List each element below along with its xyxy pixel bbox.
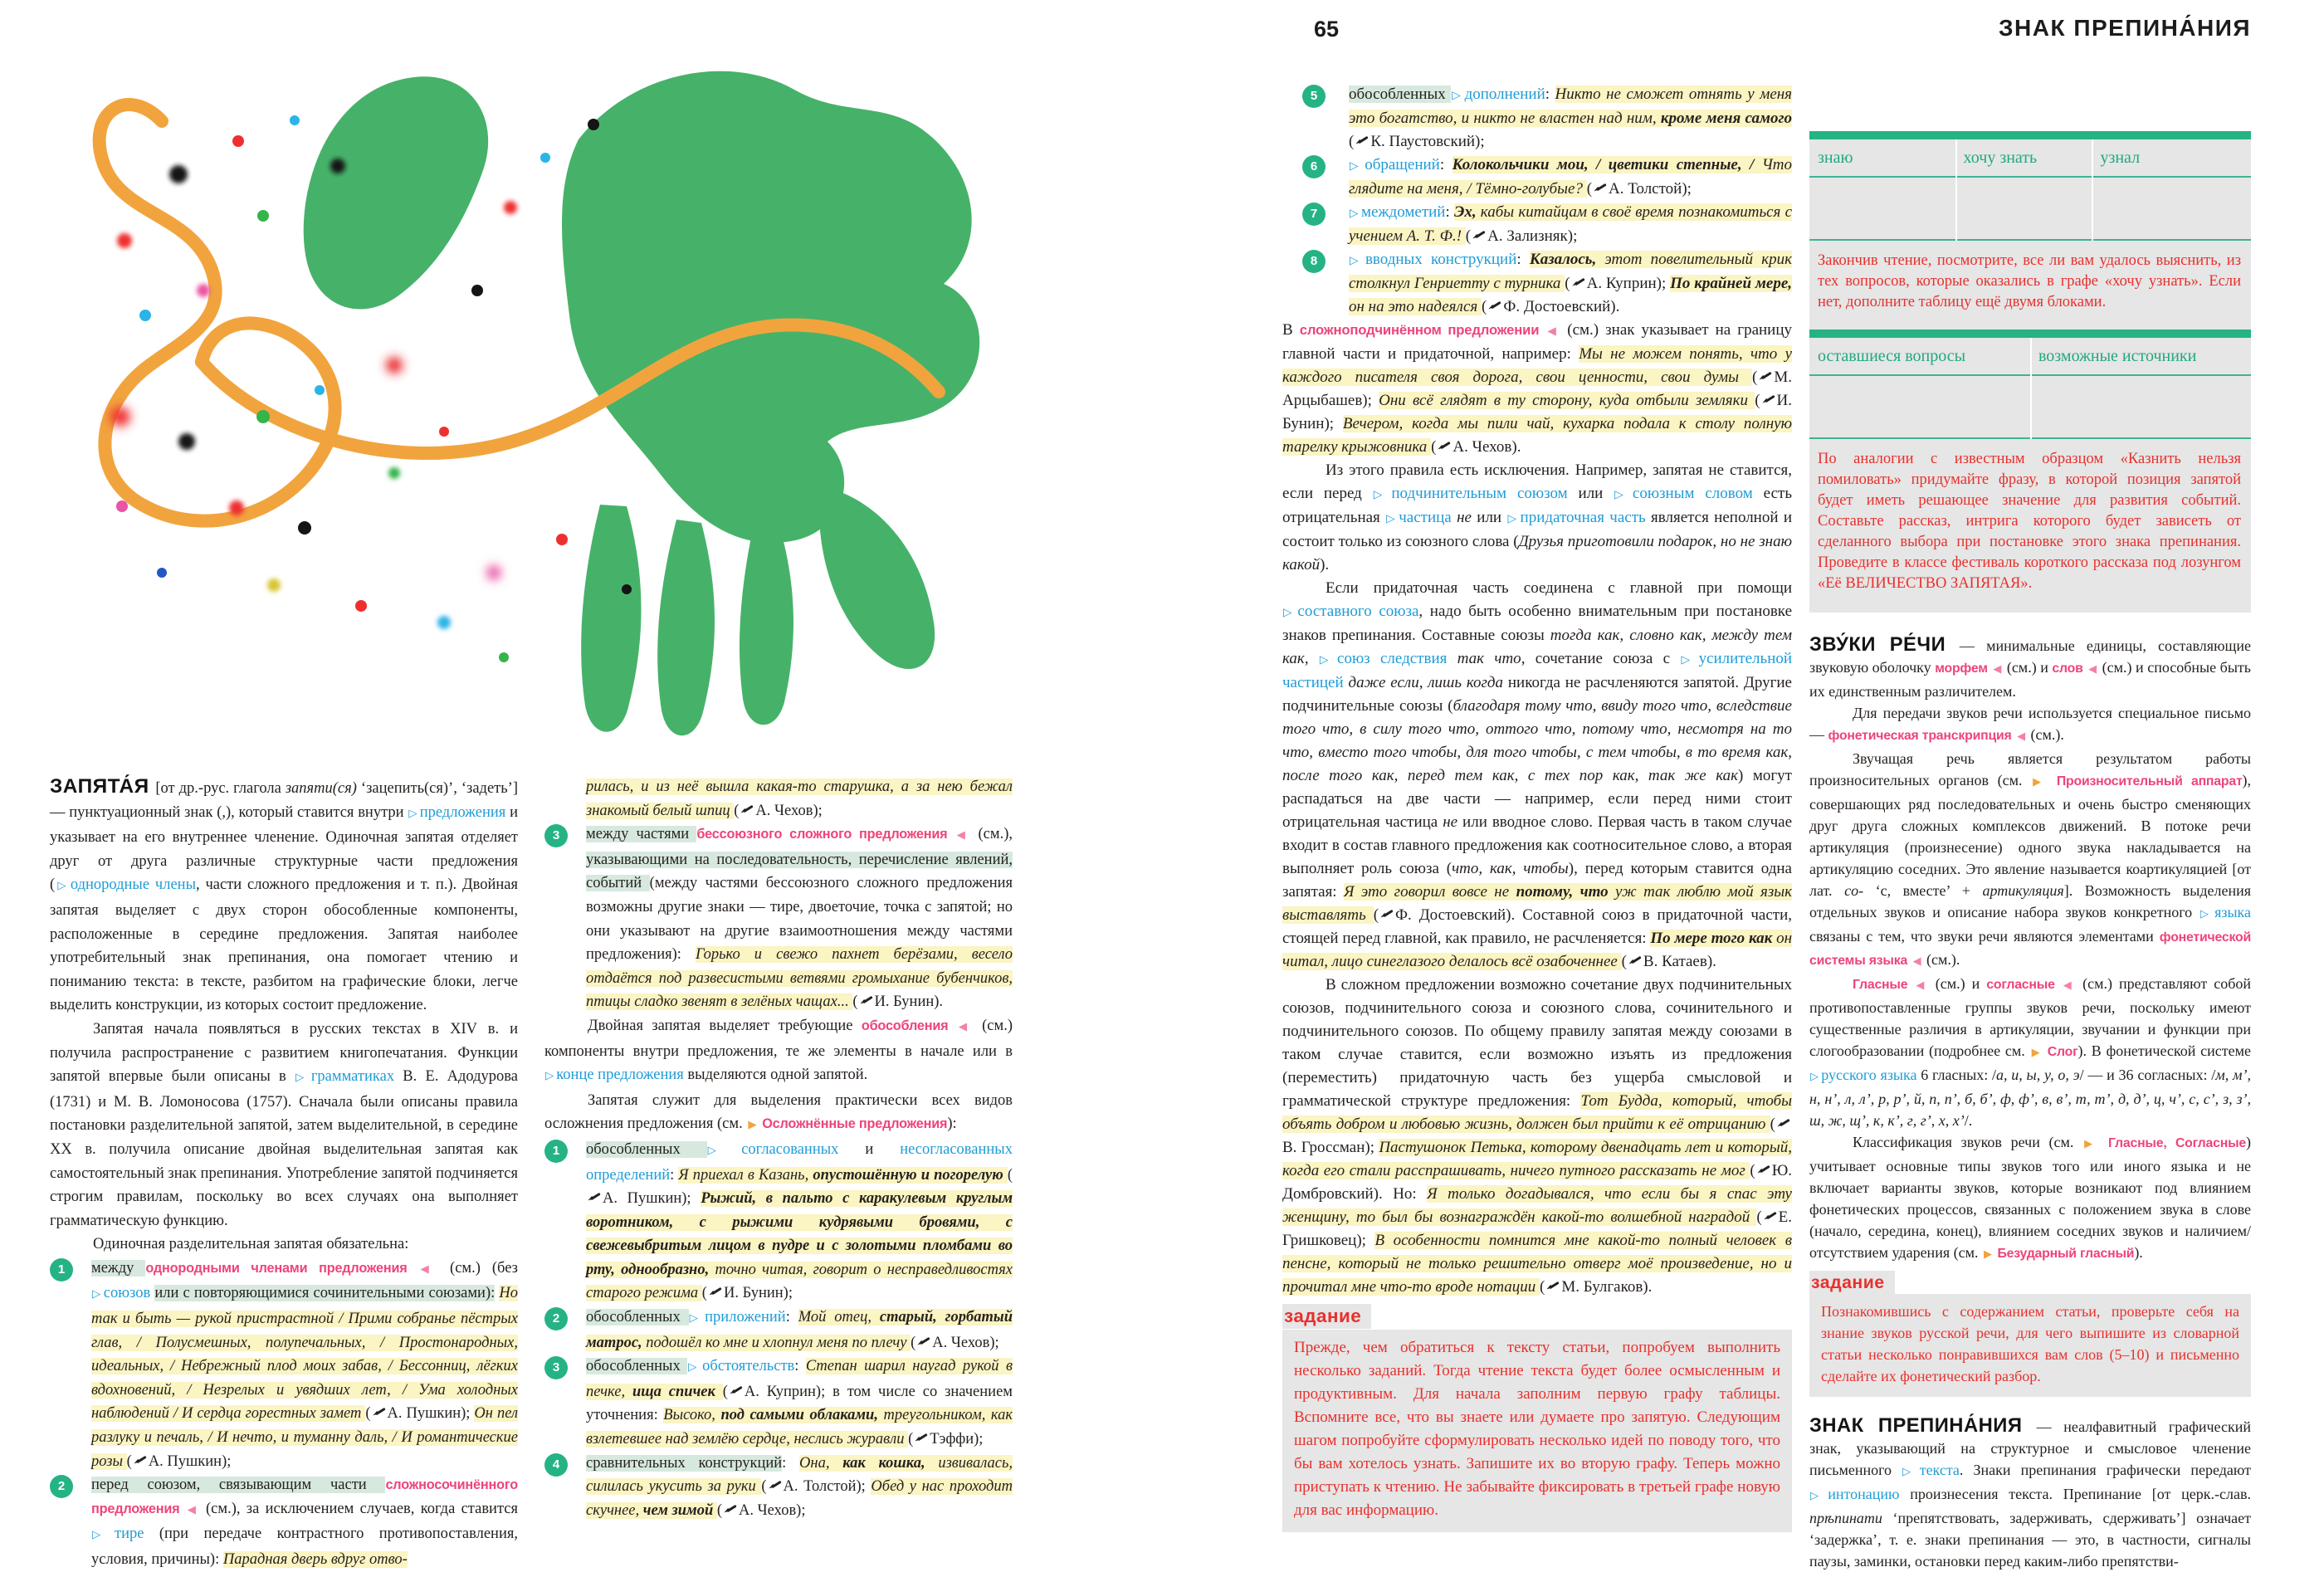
list-item: 2 обособленных ▷ приложений: Мой отец, старый, горбатый матрос, подошёл ко мне и хлопнул меня по плечу ( А. Чехов); [544,1306,1013,1355]
cross-ref-triangle-icon: ▷ [1614,488,1630,501]
paragraph: ЗВУ́КИ РЕ́ЧИ — минимальные единицы, составляющие звуковую оболочку морфем ◀ (см.) и слов ◀ (см.) и способные быть их единственным различителем. [1809,633,2251,700]
pen-author-icon [1379,908,1394,920]
pen-author-icon [1758,370,1772,383]
kwl-table [1809,131,2251,241]
pen-author-icon [708,1286,722,1298]
item-number-badge: 7 [1302,203,1326,226]
paragraph: Звучащая речь является результатом работы произносительных органов (см. ▶ Произносительный аппарат), совершающих ряд последовательных и очень быстро сменяющих друг друга сложных комплексов движений. В потоке речи артикуляция (произнесение) одного звука накладывается на артикуляцию соседних. Это явление называется коартикуляцией [от лат. co- ‘с, вместе’ + артикуляция]. Возможность выделения отдельных звуков и описание набора звуков конкретного ▷ языка связаны с тем, что звуки речи являются элементами фонетической системы языка ◀ (см.). [1809,750,2252,968]
left-page-column-2 [544,775,1013,1519]
paragraph: Классификация звуков речи (см. ▶ Гласные, Согласные) учитывает основные типы звуков того или иного языка и не включает варианты звуков, которые возникают под влиянием фонетических процессов, связанных с положением звука в слове (начало, середина, конец), влиянием соседних звуков и наличием/отсутствием ударения (см. ▶ Безударный гласный). [1809,1134,2251,1261]
cross-ref-triangle-icon: ▷ [1452,89,1462,102]
see-also-arrow-icon: ▶ [1983,1248,1992,1261]
col-possible-sources: возможные источники [2038,347,2197,365]
list-item: 4 сравнительных конструкций: Она, как кошка, извивалась, силилась укусить за руки ( А. Толстой); Обед у нас проходит скучнее, чем зимой ( А. Чехов); [544,1452,1013,1523]
pen-author-icon [1487,300,1501,312]
list-item: 8 ▷ вводных конструкций: Казалось, этот повелительный крик столкнул Генриетту с турника ( А. Куприн); По крайней мере, он на это надеялся ( Ф. Достоевский). [1282,248,1792,319]
see-ref-arrow-icon: ◀ [1547,325,1560,338]
see-also-arrow-icon: ▶ [2033,776,2047,788]
list-item: 2 перед союзом, связывающим части сложносочинённого предложения ◀ (см.), за исключением случаев, когда ставится ▷ тире (при передаче контрастного противопоставления, условия, причины): Парадная дверь вдруг отво- [50,1473,518,1571]
item-number-badge: 2 [50,1475,73,1498]
cross-ref-triangle-icon: ▷ [689,1312,703,1325]
item-number-badge: 1 [544,1140,568,1163]
item-number-badge: 1 [50,1258,73,1282]
table-instruction: Закончив чтение, посмотрите, все ли вам удалось выяснить, из тех вопросов, которые оказались в графе «хочу узнать». Если нет, дополните таблицу ещё двумя блоками. [1818,252,2241,310]
paragraph: Двойная запятая выделяет требующие обособления ◀ (см.) компоненты внутри предложения, те же элементы в начале или в ▷ конце предложения выделяются одной запятой. [544,1017,1013,1084]
left-page-column-1 [50,775,519,1568]
pen-author-icon [723,1503,737,1516]
green-blob-shapes [304,71,980,735]
paragraph: ЗНАК ПРЕПИНА́НИЯ — неалфавитный графический знак, указывающий на структурное и смысловое членение письменного ▷ текста. Знаки препинания графически передают ▷ интонацию произнесения текста. Препинание [от церк.-слав. прѣпинати ‘препятствовать, задерживать, сдерживать’] означает ‘задержка’, т. е. знаки препинания — это, в частности, сигналы паузы, заминки, остановки перед каким-либо препятстви- [1809,1414,2251,1570]
pen-author-icon [1571,276,1585,289]
pen-author-icon [1593,182,1607,194]
item-number-badge: 3 [544,1356,568,1379]
paragraph: Для передачи звуков речи используется специальное письмо — фонетическая транскрипция ◀ (см.). [1809,705,2251,743]
abstract-illustration [46,41,1008,739]
cross-ref-triangle-icon: ▷ [408,807,417,820]
item-number-badge: 8 [1302,250,1326,273]
cross-ref-triangle-icon: ▷ [56,880,68,893]
paragraph: В сложноподчинённом предложении ◀ (см.) знак указывает на границу главной части и придаточной, например: Мы не можем понять, что у каждого писателя своя дорога, свои ценности, свои думы ( М. Арцыбашев); Они всё глядят в ту сторону, куда отбыли земляки ( И. Бунин); Вечером, когда мы пили чай, кухарка подала к столу полную тарелку крыжовника ( А. Чехов). [1282,321,1793,456]
paragraph: ЗАПЯТА́Я [от др.-рус. глагола запяти(ся) ‘зацепить(ся)’, ‘задеть’] — пунктуационный знак (,), который ставится внутри ▷ предложения и указывает на его внутреннее членение. Одиночная запятая отделяет друг от друга различные структурные части предложения (▷ однородные члены, части сложного предложения и т. п.). Двойная запятая выделяет с двух сторон обособленные компоненты, расположенные в середине предложения. Запятая наиболее употребительный знак препинания, она помогает чтению и пониманию текста: в тексте, разбитом на графические блоки, легче выделить конструкции, из которых состоит предложение. [50,775,518,1014]
table-instruction: По аналогии с известным образцом «Казнить нельзя помиловать» придумайте фразу, в которой позиция запятой будет иметь решающее значение для развития событий. Составьте рассказ, интрига которого будет зависеть от сделанного выбора при постановке этого знака препинания. Проведите в классе фестиваль короткого рассказа под лозунгом «Её ВЕЛИЧЕСТВО ЗАПЯТАЯ». [1818,451,2241,592]
item-number-badge: 3 [544,824,568,847]
list-item: 3 между частями бессоюзного сложного предложения ◀ (см.), указывающими на последовательность, перечисление явлений, событий (между частями бессоюзного сложного предложения возможны другие знаки — тире, двоеточие, точка с запятой; но они указывают на другие взаимоотношения между частями предложения): Горько и свежо пахнет берёзами, весело отдаётся под развесистыми ветвями громыхание бубенчиков, птицы сладко звенят в зелёных чащах... ( И. Бунин). [544,823,1013,1014]
table-rule [1809,239,2251,241]
cross-ref-triangle-icon: ▷ [1350,254,1363,267]
cross-ref-triangle-icon: ▷ [1681,653,1697,666]
cross-ref-triangle-icon: ▷ [1902,1466,1917,1478]
pen-author-icon [1545,1280,1560,1292]
cross-ref-triangle-icon: ▷ [1507,512,1518,525]
pen-author-icon [1437,440,1451,452]
see-ref-arrow-icon: ◀ [1916,979,1927,992]
list-item: рилась, и из неё вышла какая-то старушка, а за нею бежал знакомый белый шпиц ( А. Чехов); [586,779,1013,819]
sidebar-articles [1809,634,2251,1572]
see-ref-arrow-icon: ◀ [958,1020,972,1033]
paragraph: Запятая начала появляться в русских текстах в XIV в. и получила распространение с развитием книгопечатания. Функции запятой впервые были описаны в ▷ грамматиках В. Е. Адодурова (1731) и М. В. Ломоносова (1757). Сначала были описаны правила постановки разделительной запятой, затем выделительной, в середине XX в. получила описание двойная выделительная запятая как самостоятельный знак препинания. Употребление запятой подчиняется строгим правилам, поскольку во всех случаях она выполняет грамматическую функцию. [50,1020,518,1229]
see-ref-arrow-icon: ◀ [956,829,969,842]
task-box: Познакомившись с содержанием статьи, проверьте себя на знание звуков русской речи, для чего выпишите из словарной статьи несколько понравившихся вам слов (5–10) и письменно сделайте их фонетический разбор. [1809,1294,2251,1397]
cross-ref-triangle-icon: ▷ [1386,512,1397,525]
paragraph: Из этого правила есть исключения. Например, запятая не ставится, если перед ▷ подчинительным союзом или ▷ союзным словом есть отрицательная ▷ частица не или ▷ придаточная часть является неполной и состоит только из союзного слова (Друзья приготовили подарок, но не знаю какой). [1282,461,1793,574]
pen-author-icon [372,1406,386,1418]
pen-author-icon [916,1335,930,1348]
list-item: 1 между однородными членами предложения ◀ (см.) (без ▷ союзов или с повторяющимися сочинительными союзами): Но так и быть — рукой пристрастной / Прими собранье пёстрых глав, / Полусмешных, полупечальных, / Простонародных, идеальных, / Небрежный плод моих забав, / Бессонниц, лёгких вдохновений, / Незрелых и увядших лет, / Ума холодных наблюдений / И сердца горестных замет ( А. Пушкин); Он пел разлуку и печаль, / И нечто, и туманну даль, / И романтические розы ( А. Пушкин); [50,1257,518,1473]
cross-ref-triangle-icon: ▷ [92,1529,113,1542]
task-heading: задание [1282,1304,1371,1329]
pen-author-icon [740,803,754,816]
see-ref-arrow-icon: ◀ [2063,979,2075,992]
pen-author-icon [859,994,873,1007]
cross-ref-triangle-icon: ▷ [1283,606,1296,619]
right-page-sidebar [1809,131,2252,1570]
pen-author-icon [729,1384,743,1397]
page-number: 65 [1314,17,1340,41]
pen-author-icon [914,1432,928,1444]
see-also-arrow-icon: ▶ [748,1119,757,1132]
item-number-badge: 2 [544,1307,568,1330]
paragraph: Запятая служит для выделения практически всех видов осложнения предложения (см. ▶ Осложнённые предложения): [544,1091,1013,1133]
table-top-bar [1809,131,2251,139]
item-number-badge: 4 [544,1453,568,1477]
see-ref-arrow-icon: ◀ [420,1262,437,1276]
col-remaining-questions: оставшиеся вопросы [1818,347,1966,365]
see-also-arrow-icon: ▶ [2084,1138,2098,1150]
pen-author-icon [133,1454,147,1467]
see-ref-arrow-icon: ◀ [1993,663,2002,676]
table-top-bar [1809,330,2251,338]
pen-author-icon [1756,1164,1770,1176]
cross-ref-triangle-icon: ▷ [295,1072,309,1085]
see-ref-arrow-icon: ◀ [1912,955,1921,968]
paragraph: В сложном предложении возможно сочетание двух подчинительных союзов, подчинительного союза и союзного слова, сочинительного и подчинительного союзов. По общему правилу запятая между союзами в таком случае ставится, если возможно изъять из предложения (переместить) придаточную часть без ущерба смысловой и грамматической структуре предложения: Тот Будда, который, чтобы объять добром и любовью жизнь, должен был прийти к её отрицанию ( В. Гроссман); Пастушонок Петька, которому двенадцать лет и который, когда его стали расспрашивать, ничего путного рассказать не мог ( Ю. Домбровский). Но: Я только догадывался, что если бы я спас эту женщину, то был бы вознаграждён какой-то волшебной наградой ( Е. Гришковец); В особенности помнится мне какой-то полный человек в пенсне, который не только решительно отверг моё произведение, но и прочитал мне что-то вроде нотации ( М. Булгаков). [1282,976,1792,1296]
pen-author-icon [1776,1117,1790,1130]
cross-ref-triangle-icon: ▷ [2200,908,2213,920]
paragraph: Если придаточная часть соединена с главной при помощи ▷ составного союза, надо быть особенно внимательным при постановке знаков препинания. Составные союзы тогда как, словно как, между тем как, ▷ союз следствия так что, сочетание союза с ▷ усилительной частицей даже если, лишь когда никогда не расчленяются запятой. Другие подчинительные союзы (благодаря тому что, ввиду того что, вследствие того что, в силу того что, оттого что, потому что, несмотря на то что, вместо того чтобы, для того чтобы, с тем чтобы, в то время как, после того как, перед тем как, с тех пор как, так же как) могут распадаться на две части — например, если перед ними стоит отрицательная частица не или вводное слово. Первая часть в таком случае входит в состав главного предложения как соотносительное слово, а вторая выполняет роль союза (что, как, чтобы), перед которым ставится одна запятая: Я это говорил вовсе не потому, что уж так люблю мой язык выставлять ( Ф. Достоевский). Составной союз в придаточной части, стоящей перед главной, как правило, не расчленяется: По мере того как он читал, лицо синеглазого делалось всё озабоченнее ( В. Катаев). [1282,579,1793,970]
pen-author-icon [1472,229,1486,242]
pen-author-icon [1628,954,1642,967]
kwl-col-learned: узнал [2100,149,2141,167]
task-heading: задание [1809,1271,1895,1294]
pen-author-icon [1761,393,1775,406]
running-title: ЗНАК ПРЕПИНА́НИЯ [1999,15,2251,41]
empty-table-row [1809,178,2251,239]
column-separator [2092,139,2093,241]
column-separator [1955,139,1957,241]
cross-ref-triangle-icon: ▷ [1373,488,1389,501]
cross-ref-triangle-icon: ▷ [1350,159,1363,173]
item-number-badge: 6 [1302,155,1326,178]
list-item: 3 обособленных ▷ обстоятельств: Степан шарил наугад рукой в печке, ища спичек ( А. Куприн); в том числе со значением уточнения: Высоко, под самыми облаками, треугольником, как взлетевшее над землёю сердце, неслись журавли ( Тэффи); [544,1355,1013,1451]
cross-ref-triangle-icon: ▷ [707,1144,740,1157]
see-ref-arrow-icon: ◀ [2088,663,2097,676]
pen-author-icon [1763,1210,1777,1223]
see-ref-arrow-icon: ◀ [187,1503,198,1516]
column-separator [2030,338,2032,439]
list-item: 7 ▷ междометий: Эх, кабы китайцам в своё время познакомиться с учением А. Т. Ф.! ( А. Зализняк); [1282,201,1792,248]
see-ref-arrow-icon: ◀ [2017,730,2026,743]
cross-ref-triangle-icon: ▷ [92,1288,101,1301]
pen-author-icon [1355,134,1369,147]
cross-ref-triangle-icon: ▷ [1350,207,1359,220]
see-also-arrow-icon: ▶ [2031,1047,2041,1059]
cross-ref-triangle-icon: ▷ [1319,653,1335,666]
kwl-col-want: хочу знать [1963,149,2038,167]
paragraph: Гласные ◀ (см.) и согласные ◀ (см.) представляют собой противопоставленные группы звуков речи, поскольку имеют существенные различия в артикуляции, звучании и функции при слогообразовании (подробнее см. ▶ Слог). В фонетической системе ▷ русского языка 6 гласных: /а, и, ы, у, о, э/ — и 36 согласных: /м, м’, н, н’, л, л’, р, р’, й, п, п’, б, б’, ф, ф’, в, в’, т, т’, д, д’, ц, ч’, с, с’, з, з’, ш, ж, щ’, к, к’, г, г’, х, х’/. [1809,975,2252,1129]
cross-ref-triangle-icon: ▷ [1810,1071,1819,1083]
questions-sources-table [1809,330,2251,439]
kwl-col-know: знаю [1818,149,1853,167]
cross-ref-triangle-icon: ▷ [1810,1490,1826,1502]
item-number-badge: 5 [1302,85,1326,108]
paragraph: Одиночная разделительная запятая обязательна: [93,1236,409,1253]
pen-author-icon [768,1479,782,1491]
task-box: Прежде, чем обратиться к тексту статьи, попробуем выполнить несколько заданий. Тогда чтение текста будет более осмысленным и продуктивным. Для начала заполним первую графу таблицы. Вспомните все, что вы знаете или думаете про запятую. Следующим шагом попробуйте сформулировать несколько идей по поводу того, что бы вам хотелось узнать. Запишите их во вторую графу. Теперь можно приступать к чтению. Не забывайте фиксировать в третьей графе новую для вас информацию. [1282,1330,1792,1532]
list-item: 1 обособленных ▷ согласованных и несогласованных определений: Я приехал в Казань, опустошённую и погорелую ( А. Пушкин); Рыжий, в пальто с каракулевым круглым воротником, с рыжими кудрявыми бровями, с свежевыбритым лицом в пудре и с золотыми пломбами во рту, однообразно, точно читая, говорит о несправедливостях старого режима ( И. Бунин); [544,1138,1013,1306]
right-page-main-column [1282,83,1793,1519]
pen-author-icon [587,1191,601,1203]
list-item: 6 ▷ обращений: Колокольчики мои, / цветики степные, / Что глядите на меня, / Тёмно-голубые? ( А. Толстой); [1282,154,1792,201]
list-item: 5 обособленных ▷ дополнений: Никто не сможет отнять у меня это богатство, и никто не властен над ним, кроме меня самого ( К. Паустовский); [1282,83,1792,154]
kwl-table-block [1809,131,2251,613]
cross-ref-triangle-icon: ▷ [688,1361,701,1374]
cross-ref-triangle-icon: ▷ [545,1070,554,1083]
